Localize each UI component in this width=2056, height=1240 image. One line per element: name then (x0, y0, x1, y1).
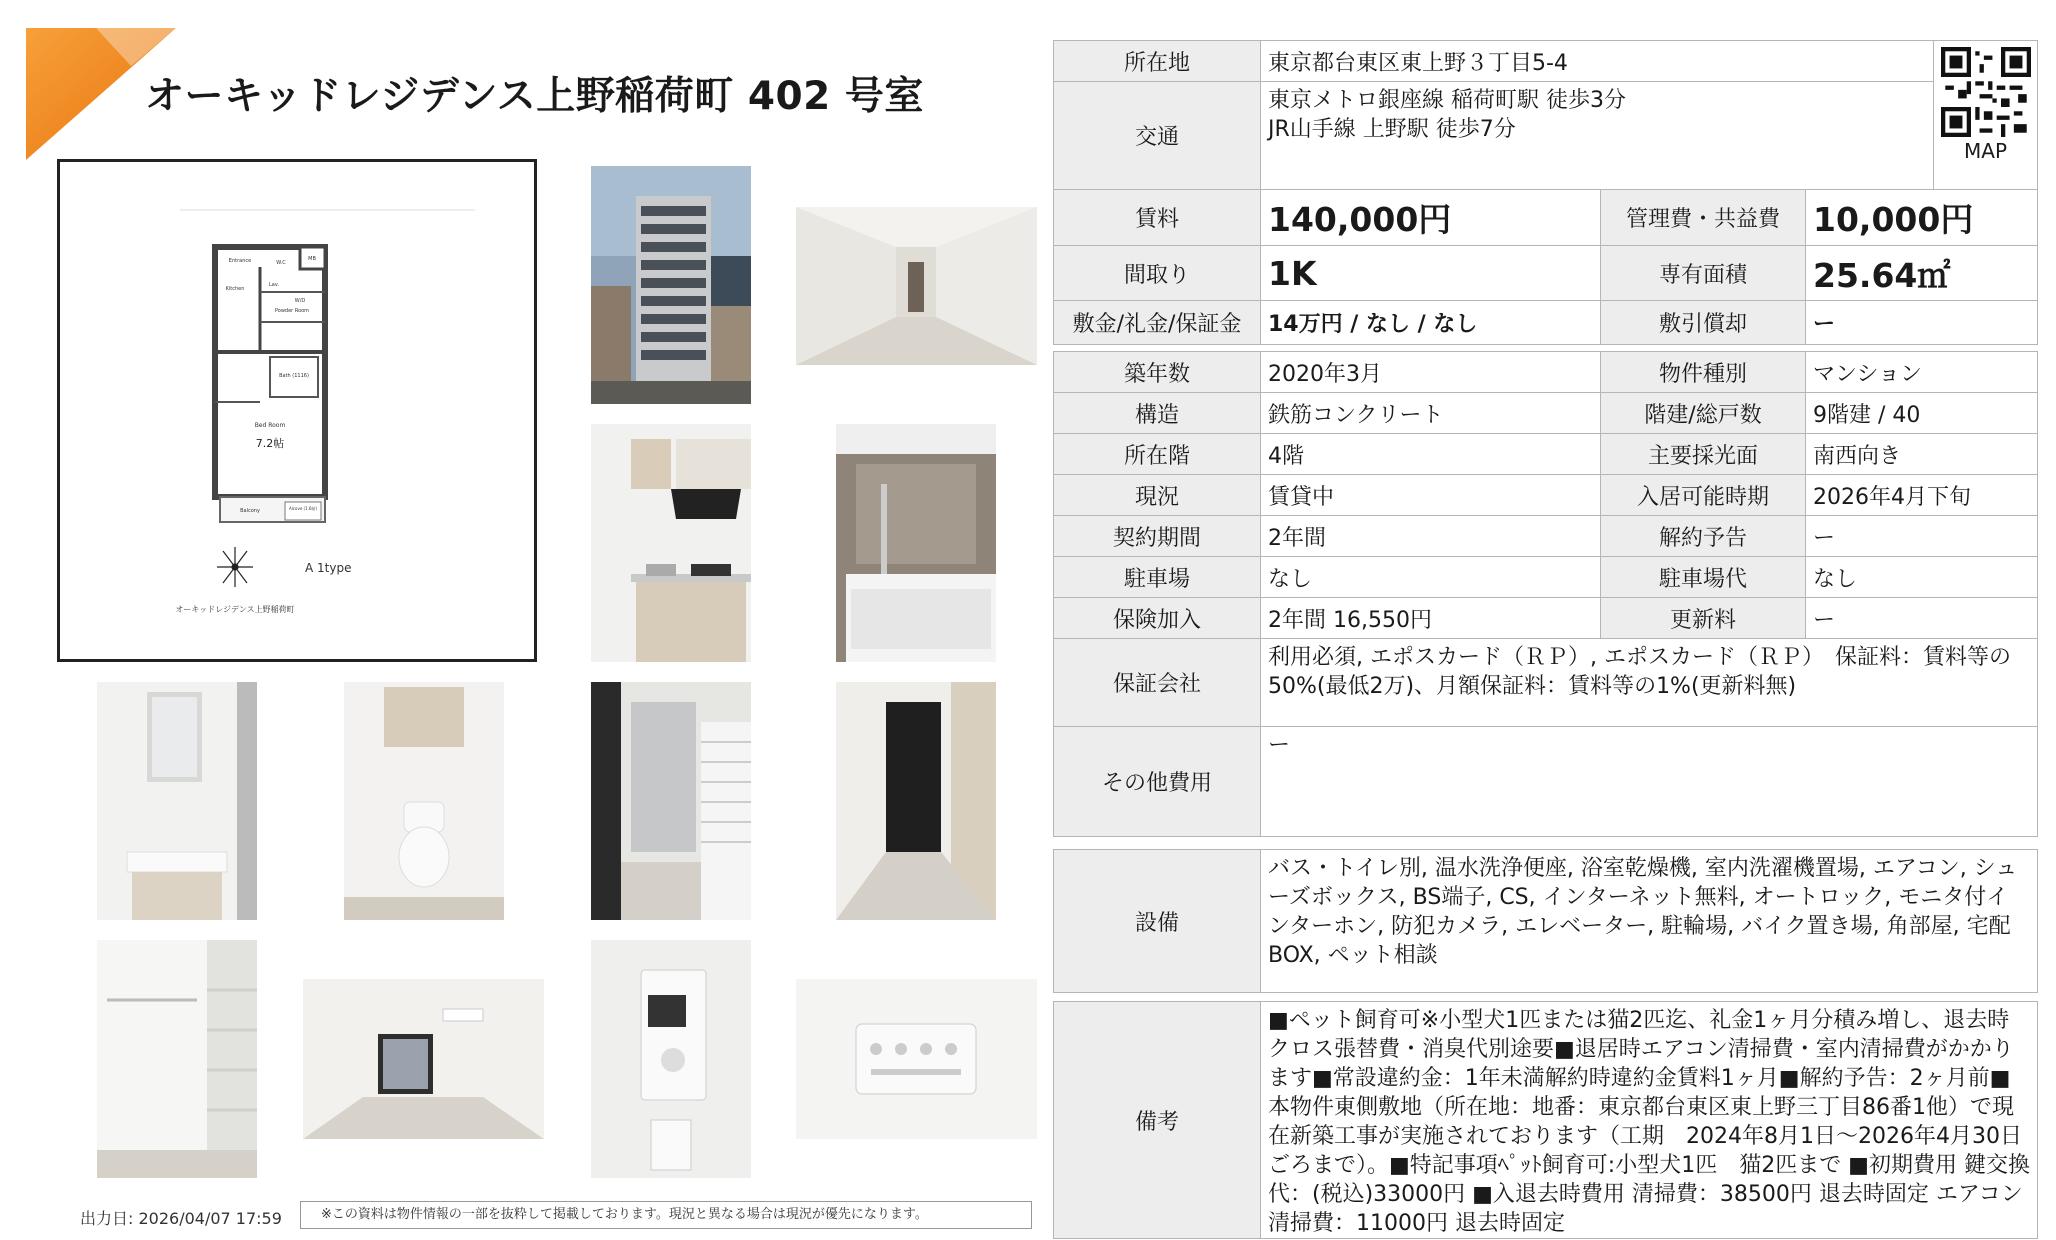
built-value: 2020年3月 (1261, 352, 1601, 393)
access-value (1261, 82, 1934, 190)
svg-text:Lav.: Lav. (268, 282, 280, 288)
remarks-label: 備考 (1054, 1002, 1261, 1239)
kitchen-photo (591, 424, 751, 662)
svg-text:Powder Room: Powder Room (274, 308, 310, 314)
renewal-fee-label: 更新料 (1601, 598, 1806, 639)
deposit-value: 14万円 / なし / なし (1261, 301, 1601, 345)
closet-photo (97, 940, 257, 1178)
other-fees-value: ー (1261, 727, 2038, 837)
floors-value: 9階建 / 40 (1806, 393, 2038, 434)
status-value: 賃貸中 (1261, 475, 1601, 516)
property-info-table (1053, 40, 2038, 345)
property-title: オーキッドレジデンス上野稲荷町 402 号室 (145, 74, 924, 119)
floor-label: 所在階 (1054, 434, 1261, 475)
washbasin-photo (97, 682, 257, 920)
built-label: 築年数 (1054, 352, 1261, 393)
balcony-photo (591, 682, 751, 920)
remarks-value: ■ペット飼育可※小型犬1匹または猫2匹迄、礼金1ヶ月分積み増し、退去時クロス張替費・消臭代別途要■退居時エアコン清掃費・室内清掃費がかかります■常設違約金：1年未満解約時違約金賃料1ヶ月■解約予告：2ヶ月前■本物件東側敷地（所在地：地番：東京都台東区東上野三丁目86番1他）で現在新築工事が実施されております（工期 2024年8月1日〜2026年4月30日ごろまで）。■特記事項ﾍﾟｯﾄ飼育可:小型犬1匹 猫2匹まで ■初期費用 鍵交換代：(税込)33000円 ■入退去時費用 清掃費：38500円 退去時固定 エアコン清掃費：11000円 退去時固定 (1261, 1002, 2038, 1239)
svg-text:W/D: W/D (294, 298, 306, 304)
light-value: 南西向き (1806, 434, 2038, 475)
area-label: 専有面積 (1601, 246, 1806, 301)
equipment-table (1053, 849, 2038, 993)
floor-value: 4階 (1261, 434, 1601, 475)
kind-label: 物件種別 (1601, 352, 1806, 393)
mgmt-fee-label: 管理費・共益費 (1601, 190, 1806, 246)
guarantor-value: 利用必須, エポスカード（ＲＰ）, エポスカード（ＲＰ） 保証料：賃料等の50%(最低2万)、月額保証料：賃料等の1%(更新料無) (1261, 639, 2038, 727)
living-room-photo (303, 979, 544, 1139)
access-line-1: 東京メトロ銀座線 稲荷町駅 徒歩3分 (1268, 88, 1626, 113)
svg-text:オーキッドレジデンス上野稲荷町: オーキッドレジデンス上野稲荷町 (175, 605, 295, 614)
layout-label: 間取り (1054, 246, 1261, 301)
address-value: 東京都台東区東上野３丁目5-4 (1261, 41, 1934, 82)
rent-value: 140,000円 (1261, 190, 1601, 246)
movein-value: 2026年4月下旬 (1806, 475, 2038, 516)
renewal-fee-value: ー (1806, 598, 2038, 639)
insurance-label: 保険加入 (1054, 598, 1261, 639)
intercom-photo (591, 940, 751, 1178)
map-label[interactable]: MAP (1964, 139, 2007, 163)
bathroom-photo (836, 424, 996, 662)
kind-value: マンション (1806, 352, 2038, 393)
status-label: 現況 (1054, 475, 1261, 516)
svg-text:Alcove (1.6帖): Alcove (1.6帖) (288, 506, 318, 511)
equipment-label: 設備 (1054, 850, 1261, 993)
mgmt-fee-value: 10,000円 (1806, 190, 2038, 246)
notice-label: 解約予告 (1601, 516, 1806, 557)
building-exterior-photo (591, 166, 751, 404)
svg-text:A 1type: A 1type (305, 561, 352, 575)
svg-text:Bath (1116): Bath (1116) (279, 373, 309, 379)
fp-entrance-label: Entrance (228, 258, 252, 264)
other-fees-label: その他費用 (1054, 727, 1261, 837)
parking-value: なし (1261, 557, 1601, 598)
bath-control-photo (796, 979, 1037, 1139)
guarantor-label: 保証会社 (1054, 639, 1261, 727)
qr-code-icon[interactable] (1941, 47, 2031, 137)
access-label: 交通 (1054, 82, 1261, 190)
entrance-photo (836, 682, 996, 920)
area-value: 25.64㎡ (1806, 246, 2038, 301)
structure-value: 鉄筋コンクリート (1261, 393, 1601, 434)
notice-value: ー (1806, 516, 2038, 557)
svg-text:Bed Room: Bed Room (254, 422, 286, 429)
amortization-label: 敷引償却 (1601, 301, 1806, 345)
access-line-2: JR山手線 上野駅 徒歩7分 (1268, 117, 1516, 142)
svg-text:MB: MB (308, 256, 316, 262)
structure-label: 構造 (1054, 393, 1261, 434)
svg-text:W.C: W.C (276, 260, 286, 266)
movein-label: 入居可能時期 (1601, 475, 1806, 516)
equipment-value: バス・トイレ別, 温水洗浄便座, 浴室乾燥機, 室内洗濯機置場, エアコン, シューズボックス, BS端子, CS, インターネット無料, オートロック, モニタ付インターホン, 防犯カメラ, エレベーター, 駐輪場, バイク置き場, 角部屋, 宅配BOX, ペット相談 (1261, 850, 2038, 993)
compass-icon (217, 547, 253, 587)
rent-label: 賃料 (1054, 190, 1261, 246)
svg-text:Kitchen: Kitchen (225, 286, 245, 292)
insurance-value: 2年間 16,550円 (1261, 598, 1601, 639)
amortization-value: ー (1806, 301, 2038, 345)
deposit-label: 敷金/礼金/保証金 (1054, 301, 1261, 345)
floors-label: 階建/総戸数 (1601, 393, 1806, 434)
term-value: 2年間 (1261, 516, 1601, 557)
parking-fee-label: 駐車場代 (1601, 557, 1806, 598)
layout-value: 1K (1261, 246, 1601, 301)
address-label: 所在地 (1054, 41, 1261, 82)
svg-text:Balcony: Balcony (240, 508, 260, 514)
svg-text:7.2帖: 7.2帖 (255, 437, 285, 450)
parking-label: 駐車場 (1054, 557, 1261, 598)
remarks-table (1053, 1001, 2038, 1239)
qr-code-cell[interactable] (1934, 41, 2038, 190)
property-details-table (1053, 351, 2038, 837)
output-date: 出力日: 2026/04/07 17:59 (80, 1209, 282, 1228)
term-label: 契約期間 (1054, 516, 1261, 557)
toilet-photo (344, 682, 504, 920)
disclaimer-note: ※この資料は物件情報の一部を抜粋して掲載しております。現況と異なる場合は現況が優先になります。 (300, 1201, 1032, 1229)
parking-fee-value: なし (1806, 557, 2038, 598)
light-label: 主要採光面 (1601, 434, 1806, 475)
corridor-photo (796, 207, 1037, 365)
floor-plan-image (57, 159, 537, 662)
